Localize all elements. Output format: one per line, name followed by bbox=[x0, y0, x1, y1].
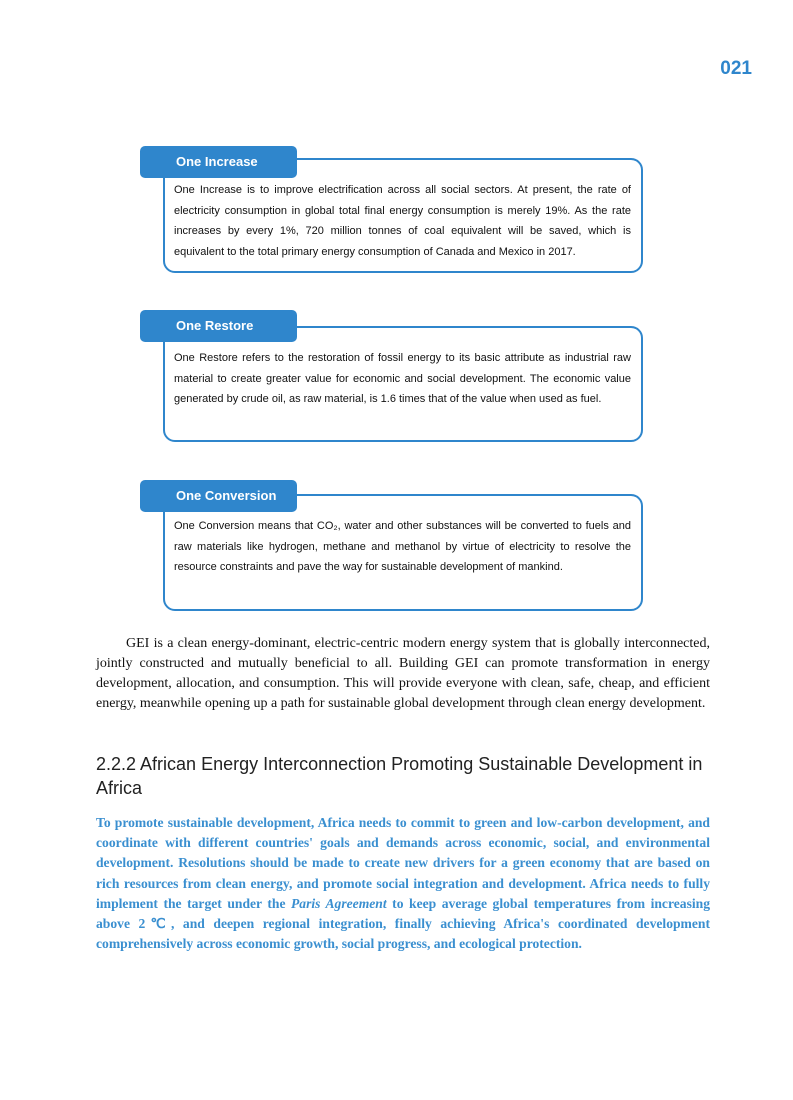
page-number: 021 bbox=[720, 58, 752, 79]
body-paragraph: GEI is a clean energy-dominant, electric-centric modern energy system that is globally interconnected, jointly constructed and mutually beneficial to all. Building GEI can promote transformation in energy development, allocation, and consumption. This will provide everyone with clean, safe, cheap, and efficient energy, meanwhile opening up a path for sustainable global development through clean energy development. bbox=[96, 636, 710, 711]
box-title: One Restore bbox=[140, 310, 297, 342]
highlight-text: To promote sustainable development, Africa needs to commit to green and low-carbon development, and coordinate with different countries' goals and demands across economic, social, and environmental development. Resolutions should be made to create new drivers for a green economy that are based on rich resources from clean energy, and promote social integration and development. Africa needs to fully implement the target under the bbox=[96, 815, 710, 911]
box-title: One Increase bbox=[140, 146, 297, 178]
box-text: One Conversion means that CO₂, water and other substances will be converted to fuels and raw materials like hydrogen, methane and methanol by virtue of electricity to resolve the resource constraints and pave the way for sustainable development of mankind. bbox=[174, 520, 631, 573]
highlight-text: to keep average global temperatures from increasing above 2℃, and deepen regional integration, finally achieving Africa's coordinated development comprehensively across economic growth, social progress, and ecological protection. bbox=[96, 895, 710, 952]
box-title: One Conversion bbox=[140, 480, 297, 512]
box-one-restore bbox=[163, 326, 643, 442]
box-text: One Increase is to improve electrification across all social sectors. At present, the rate of electricity consumption in global total final energy consumption is merely 19%. As the rate increases by every 1%, 720 million tonnes of coal equivalent will be saved, which is equivalent to the total primary energy consumption of Canada and Mexico in 2017. bbox=[174, 184, 631, 258]
highlight-paragraph bbox=[96, 813, 710, 954]
section-heading: 2.2.2 African Energy Interconnection Promoting Sustainable Development in Africa bbox=[96, 754, 703, 798]
highlight-italic: Paris Agreement bbox=[291, 895, 387, 911]
box-text: One Restore refers to the restoration of fossil energy to its basic attribute as industrial raw material to create greater value for economic and social development. The economic value generated by crude oil, as raw material, is 1.6 times that of the value when used as fuel. bbox=[174, 352, 631, 405]
